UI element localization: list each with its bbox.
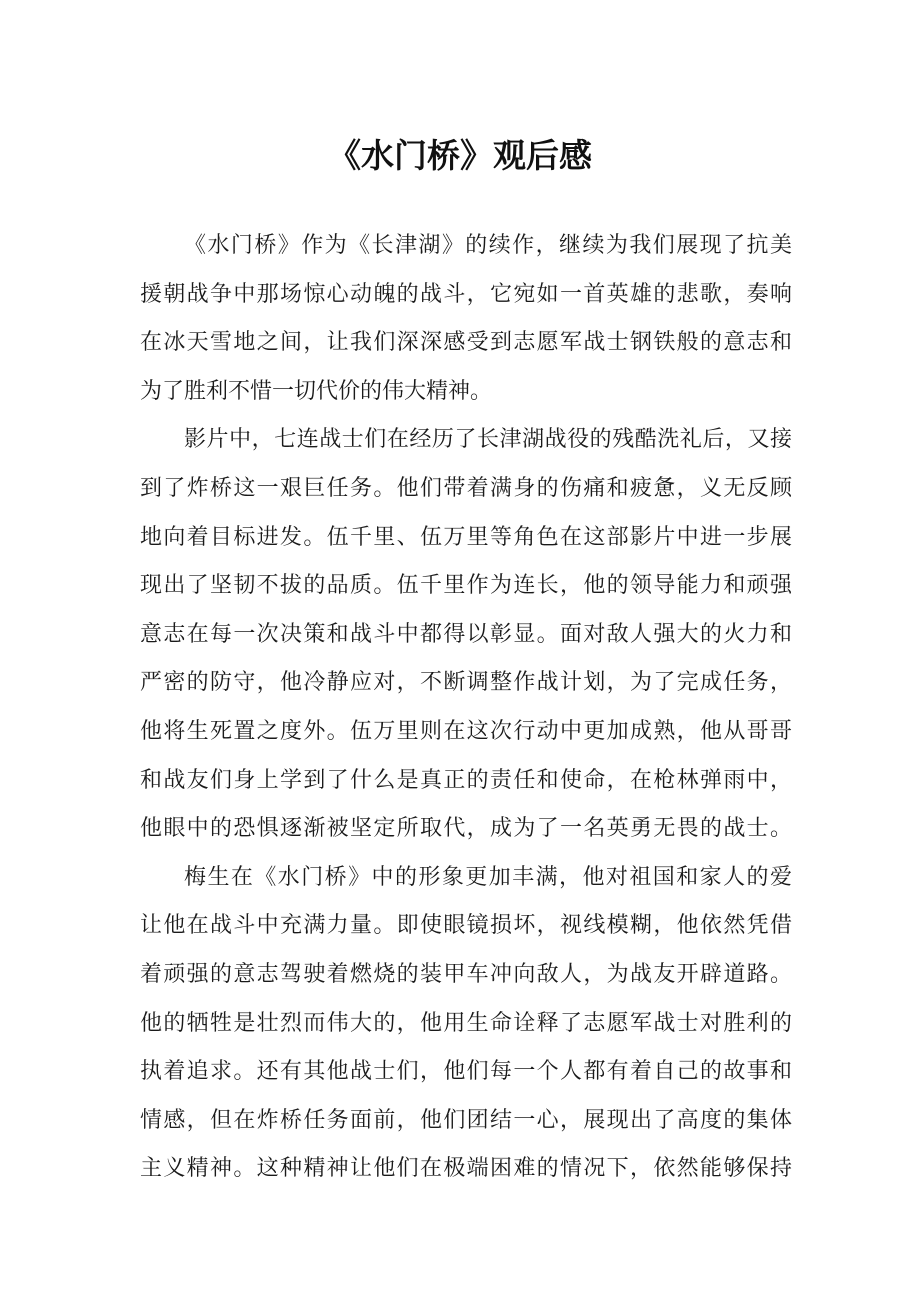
text-line: 执着追求。还有其他战士们，他们每一个人都有着自己的故事和: [140, 1059, 792, 1085]
text-line: 情感，但在炸桥任务面前，他们团结一心，展现出了高度的集体: [140, 1107, 792, 1133]
text-line: 为了胜利不惜一切代价的伟大精神。: [140, 378, 493, 404]
paragraph-1: [140, 222, 792, 416]
text-line: 现出了坚韧不拔的品质。伍千里作为连长，他的领导能力和顽强: [140, 573, 792, 599]
text-line: 意志在每一次决策和战斗中都得以彰显。面对敌人强大的火力和: [140, 621, 792, 647]
paragraph-2: [140, 416, 792, 853]
text-line: 在冰天雪地之间，让我们深深感受到志愿军战士钢铁般的意志和: [140, 330, 792, 356]
text-line: 让他在战斗中充满力量。即使眼镜损坏，视线模糊，他依然凭借: [140, 913, 792, 939]
text-line: 他眼中的恐惧逐渐被坚定所取代，成为了一名英勇无畏的战士。: [140, 816, 792, 842]
text-line: 严密的防守，他冷静应对，不断调整作战计划，为了完成任务，: [140, 670, 792, 696]
text-line: 他的牺牲是壮烈而伟大的，他用生命诠释了志愿军战士对胜利的: [140, 1010, 792, 1036]
text-line: 和战友们身上学到了什么是真正的责任和使命，在枪林弹雨中，: [140, 767, 792, 793]
text-line: 到了炸桥这一艰巨任务。他们带着满身的伤痛和疲惫，义无反顾: [140, 475, 792, 501]
text-line: 援朝战争中那场惊心动魄的战斗，它宛如一首英雄的悲歌，奏响: [140, 281, 792, 307]
text-line: 影片中，七连战士们在经历了长津湖战役的残酷洗礼后，又接: [184, 427, 792, 453]
text-line: 着顽强的意志驾驶着燃烧的装甲车冲向敌人，为战友开辟道路。: [140, 961, 792, 987]
document-title: 《水门桥》观后感: [328, 136, 592, 175]
paragraph-3: [140, 854, 792, 1194]
document-body: [140, 222, 792, 1194]
text-line: 他将生死置之度外。伍万里则在这次行动中更加成熟，他从哥哥: [140, 718, 792, 744]
text-line: 《水门桥》作为《长津湖》的续作，继续为我们展现了抗美: [184, 233, 792, 258]
text-line: 主义精神。这种精神让他们在极端困难的情况下，依然能够保持: [140, 1156, 792, 1182]
text-line: 梅生在《水门桥》中的形象更加丰满，他对祖国和家人的爱: [184, 864, 792, 890]
text-line: 地向着目标进发。伍千里、伍万里等角色在这部影片中进一步展: [140, 524, 792, 550]
